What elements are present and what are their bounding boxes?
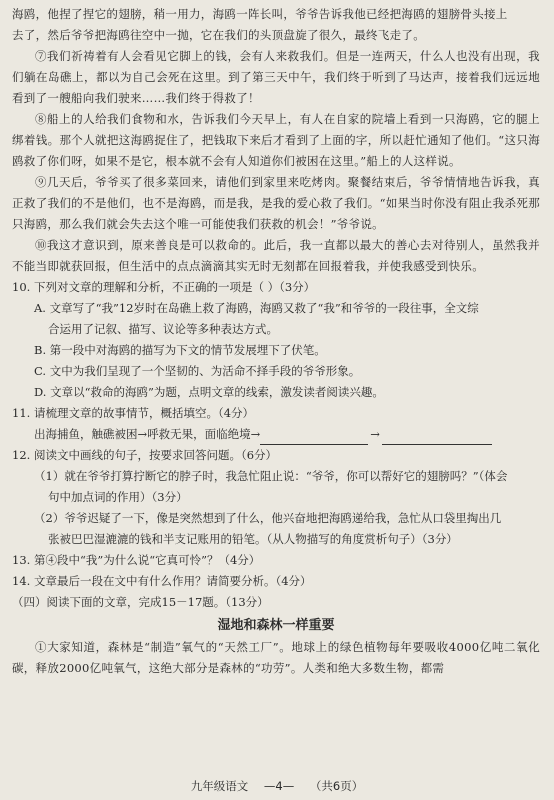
question-10-option-a: A. 文章写了“我”12岁时在岛礁上救了海鸥，海鸥又救了“我”和爷爷的一段往事，全文综: [34, 301, 479, 315]
passage-paragraph-10: ⑩我这才意识到，原来善良是可以救命的。此后，我一直都以最大的善心去对待别人，虽然我并不能当即就获回报，但生活中的点点滴滴其实无时无刻都在回报着我，并使我感受到快乐。: [12, 238, 540, 273]
question-11: 11. 请梳理文章的故事情节，概括填空。（4分）: [12, 406, 255, 420]
question-12: 12. 阅读文中画线的句子，按要求回答问题。（6分）: [12, 448, 278, 462]
question-12-part-1: （1）就在爷爷打算拧断它的脖子时，我急忙阻止说：“爷爷，你可以帮好它的翅膀吗？”（体会: [34, 469, 508, 483]
article-title: 湿地和森林一样重要: [217, 618, 335, 633]
question-10-option-d: D. 文章以“救命的海鸥”为题，点明文章的线索，激发读者阅读兴趣。: [34, 385, 384, 399]
answer-blank-2[interactable]: [382, 432, 492, 445]
passage-paragraph-8: ⑧船上的人给我们食物和水，告诉我们今天早上，有人在自家的院墙上看到一只海鸥，它的腿上绑着钱。那个人就把这海鸥捉住了，把钱取下来后才看到了上面的字，所以赶忙通知了他们。“这只海鸥救了你们呀，如果不是它，根本就不会有人知道你们被困在这里。”船上的人这样说。: [12, 112, 540, 168]
passage-paragraph-9: ⑨几天后，爷爷买了很多菜回来，请他们到家里来吃烤肉。聚餐结束后，爷爷情情地告诉我，真正救了我们的不是他们，也不是海鸥，而是我，是我的爱心救了我们。“如果当时你没有阻止我杀死那只海鸥，那么我们就会失去这个唯一可能使我们获救的机会！”爷爷说。: [12, 175, 540, 231]
question-12-part-2-cont: 张被巴巴湿漉漉的钱和半支记账用的铅笔。（从人物描写的角度赏析句子）（3分）: [48, 532, 458, 546]
question-12-part-2: （2）爷爷迟疑了一下，像是突然想到了什么，他兴奋地把海鸥递给我，急忙从口袋里掏出几: [34, 511, 502, 525]
question-11-plot-start: 出海捕鱼，触礁被困→呼救无果，面临绝境→: [34, 427, 261, 441]
footer-total-pages: （共6页）: [309, 779, 364, 793]
footer-subject: 九年级语文: [190, 779, 249, 793]
question-10-option-a-cont: 合运用了记叙、描写、议论等多种表达方式。: [48, 322, 278, 336]
page-footer: [0, 778, 554, 794]
answer-blank-1[interactable]: [260, 432, 368, 445]
question-14: 14. 文章最后一段在文中有什么作用？请简要分析。（4分）: [12, 574, 312, 588]
question-10-option-c: C. 文中为我们呈现了一个坚韧的、为活命不择手段的爷爷形象。: [34, 364, 361, 378]
footer-page-number: —4—: [263, 779, 295, 793]
passage-paragraph-7: ⑦我们祈祷着有人会看见它脚上的钱，会有人来救我们。但是一连两天，什么人也没有出现，我们躺在岛礁上，都以为自己会死在这里。到了第三天中午，我们终于听到了马达声，接着我们远远地看到了一艘船向我们驶来……我们终于得救了！: [12, 49, 540, 105]
passage-top-line1: 海鸥，他捏了捏它的翅膀，稍一用力，海鸥一阵长叫，爷爷告诉我他已经把海鸥的翅膀骨头接上: [12, 7, 508, 21]
question-12-part-1-cont: 句中加点词的作用）（3分）: [48, 490, 188, 504]
article-paragraph-1: ①大家知道，森林是“制造”氧气的“天然工厂”。地球上的绿色植物每年要吸收4000亿吨二氧化碳，释放2000亿吨氧气，这绝大部分是森林的“功劳”。人类和绝大多数生物，都需: [12, 640, 540, 675]
question-11-fill-line: [34, 424, 540, 445]
section-4-heading: （四）阅读下面的文章，完成15－17题。（13分）: [12, 595, 269, 609]
question-10-option-b: B. 第一段中对海鸥的描写为下文的情节发展埋下了伏笔。: [34, 343, 326, 357]
question-10: 10. 下列对文章的理解和分析，不正确的一项是（ ）（3分）: [12, 280, 316, 294]
passage-top-line2: 去了，然后爷爷把海鸥往空中一抛，它在我们的头顶盘旋了很久，最终飞走了。: [12, 28, 425, 42]
question-13: 13. 第④段中“我”为什么说“它真可怜”？（4分）: [12, 553, 261, 567]
plot-arrow: →: [370, 427, 380, 441]
